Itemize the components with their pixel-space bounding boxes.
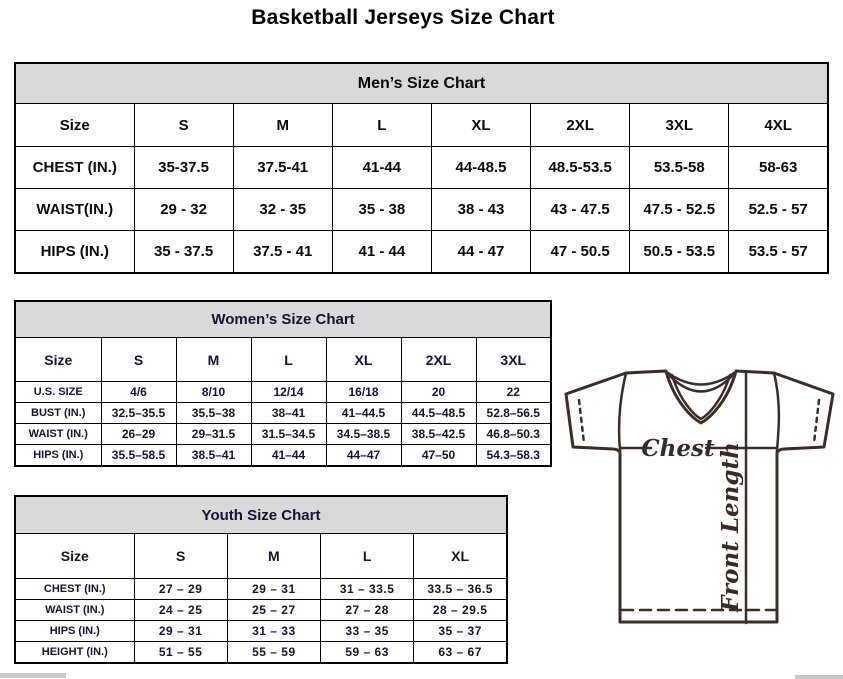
youth-table-title: Youth Size Chart (15, 496, 507, 534)
mens-table-caption-row (15, 63, 828, 104)
jersey-left-armhole-seam (619, 373, 626, 450)
row-label-cell: WAIST (IN.) (15, 600, 134, 621)
jersey-right-armhole-seam (774, 373, 779, 450)
value-cell: 44–47 (326, 445, 401, 467)
value-cell: 29 – 31 (227, 579, 320, 600)
row-label-cell: U.S. SIZE (15, 382, 101, 403)
column-header-cell: 4XL (729, 104, 828, 147)
row-label-cell: HIPS (IN.) (15, 231, 134, 274)
column-header-cell: L (332, 104, 431, 147)
value-cell: 37.5-41 (233, 147, 332, 189)
mens-size-chart-table (14, 62, 829, 274)
chest-label: Chest (641, 435, 715, 462)
value-cell: 41–44.5 (326, 403, 401, 424)
value-cell: 31.5–34.5 (251, 424, 326, 445)
value-cell: 22 (476, 382, 551, 403)
value-cell: 41 - 44 (332, 231, 431, 274)
table-row (15, 403, 551, 424)
value-cell: 41-44 (332, 147, 431, 189)
table-row (15, 600, 507, 621)
row-label-cell: HEIGHT (IN.) (15, 642, 134, 664)
column-header-cell: 3XL (630, 104, 729, 147)
value-cell: 16/18 (326, 382, 401, 403)
jersey-collar-inner-v (672, 375, 730, 419)
table-row (15, 189, 828, 231)
value-cell: 32 - 35 (233, 189, 332, 231)
row-label-cell: CHEST (IN.) (15, 147, 134, 189)
value-cell: 27 – 29 (134, 579, 227, 600)
value-cell: 54.3–58.3 (476, 445, 551, 467)
value-cell: 52.8–56.5 (476, 403, 551, 424)
value-cell: 34.5–38.5 (326, 424, 401, 445)
value-cell: 35.5–58.5 (101, 445, 176, 467)
value-cell: 47 - 50.5 (531, 231, 630, 274)
column-header-cell: M (233, 104, 332, 147)
column-header-cell: Size (15, 534, 134, 579)
value-cell: 38.5–41 (176, 445, 251, 467)
jersey-right-cuff-dashed-line (814, 400, 819, 443)
value-cell: 24 – 25 (134, 600, 227, 621)
row-label-cell: WAIST(IN.) (15, 189, 134, 231)
table-row (15, 147, 828, 189)
column-header-cell: L (251, 338, 326, 382)
column-header-cell: 2XL (531, 104, 630, 147)
table-row (15, 424, 551, 445)
row-label-cell: HIPS (IN.) (15, 445, 101, 467)
value-cell: 38–41 (251, 403, 326, 424)
value-cell: 44 - 47 (431, 231, 530, 274)
page-title: Basketball Jerseys Size Chart (251, 6, 555, 29)
value-cell: 35.5–38 (176, 403, 251, 424)
column-header-cell: M (227, 534, 320, 579)
row-label-cell: WAIST (IN.) (15, 424, 101, 445)
row-label-cell: CHEST (IN.) (15, 579, 134, 600)
value-cell: 51 – 55 (134, 642, 227, 664)
value-cell: 12/14 (251, 382, 326, 403)
value-cell: 35-37.5 (134, 147, 233, 189)
column-header-cell: XL (326, 338, 401, 382)
womens-size-chart-table (14, 300, 552, 467)
jersey-outline (566, 371, 833, 622)
horizontal-scrollbar-fragment-left[interactable] (0, 673, 66, 678)
table-row (15, 231, 828, 274)
value-cell: 53.5-58 (630, 147, 729, 189)
value-cell: 55 – 59 (227, 642, 320, 664)
table-row (15, 621, 507, 642)
value-cell: 31 – 33 (227, 621, 320, 642)
value-cell: 35 – 37 (414, 621, 507, 642)
value-cell: 29–31.5 (176, 424, 251, 445)
value-cell: 44-48.5 (431, 147, 530, 189)
column-header-cell: S (134, 104, 233, 147)
value-cell: 20 (401, 382, 476, 403)
mens-table-title: Men’s Size Chart (15, 63, 828, 104)
row-label-cell: BUST (IN.) (15, 403, 101, 424)
value-cell: 35 - 37.5 (134, 231, 233, 274)
column-header-cell: 2XL (401, 338, 476, 382)
value-cell: 59 – 63 (321, 642, 414, 664)
column-header-cell: Size (15, 104, 134, 147)
womens-table-title: Women’s Size Chart (15, 301, 551, 338)
column-header-cell: XL (414, 534, 507, 579)
horizontal-scrollbar-fragment-right[interactable] (795, 675, 843, 679)
value-cell: 38.5–42.5 (401, 424, 476, 445)
womens-table-caption-row (15, 301, 551, 338)
table-row (15, 382, 551, 403)
value-cell: 37.5 - 41 (233, 231, 332, 274)
jersey-left-cuff-dashed-line (579, 400, 584, 443)
youth-column-header-row (15, 534, 507, 579)
column-header-cell: Size (15, 338, 101, 382)
value-cell: 52.5 - 57 (729, 189, 828, 231)
value-cell: 28 – 29.5 (414, 600, 507, 621)
column-header-cell: 3XL (476, 338, 551, 382)
table-row (15, 579, 507, 600)
column-header-cell: XL (431, 104, 530, 147)
value-cell: 50.5 - 53.5 (630, 231, 729, 274)
table-row (15, 445, 551, 467)
value-cell: 58-63 (729, 147, 828, 189)
table-row (15, 642, 507, 664)
row-label-cell: HIPS (IN.) (15, 621, 134, 642)
mens-column-header-row (15, 104, 828, 147)
value-cell: 33 – 35 (321, 621, 414, 642)
column-header-cell: S (101, 338, 176, 382)
value-cell: 31 – 33.5 (321, 579, 414, 600)
value-cell: 4/6 (101, 382, 176, 403)
value-cell: 53.5 - 57 (729, 231, 828, 274)
value-cell: 33.5 – 36.5 (414, 579, 507, 600)
value-cell: 32.5–35.5 (101, 403, 176, 424)
column-header-cell: L (321, 534, 414, 579)
value-cell: 26–29 (101, 424, 176, 445)
value-cell: 38 - 43 (431, 189, 530, 231)
value-cell: 43 - 47.5 (531, 189, 630, 231)
value-cell: 47.5 - 52.5 (630, 189, 729, 231)
value-cell: 27 – 28 (321, 600, 414, 621)
value-cell: 29 - 32 (134, 189, 233, 231)
column-header-cell: S (134, 534, 227, 579)
value-cell: 48.5-53.5 (531, 147, 630, 189)
value-cell: 25 – 27 (227, 600, 320, 621)
value-cell: 63 – 67 (414, 642, 507, 664)
value-cell: 29 – 31 (134, 621, 227, 642)
value-cell: 41–44 (251, 445, 326, 467)
value-cell: 46.8–50.3 (476, 424, 551, 445)
front-length-label: Front Length (717, 442, 744, 612)
youth-table-caption-row (15, 496, 507, 534)
youth-size-chart-table (14, 495, 508, 664)
jersey-measurement-diagram (556, 360, 843, 662)
column-header-cell: M (176, 338, 251, 382)
value-cell: 35 - 38 (332, 189, 431, 231)
value-cell: 44.5–48.5 (401, 403, 476, 424)
womens-column-header-row (15, 338, 551, 382)
value-cell: 8/10 (176, 382, 251, 403)
value-cell: 47–50 (401, 445, 476, 467)
